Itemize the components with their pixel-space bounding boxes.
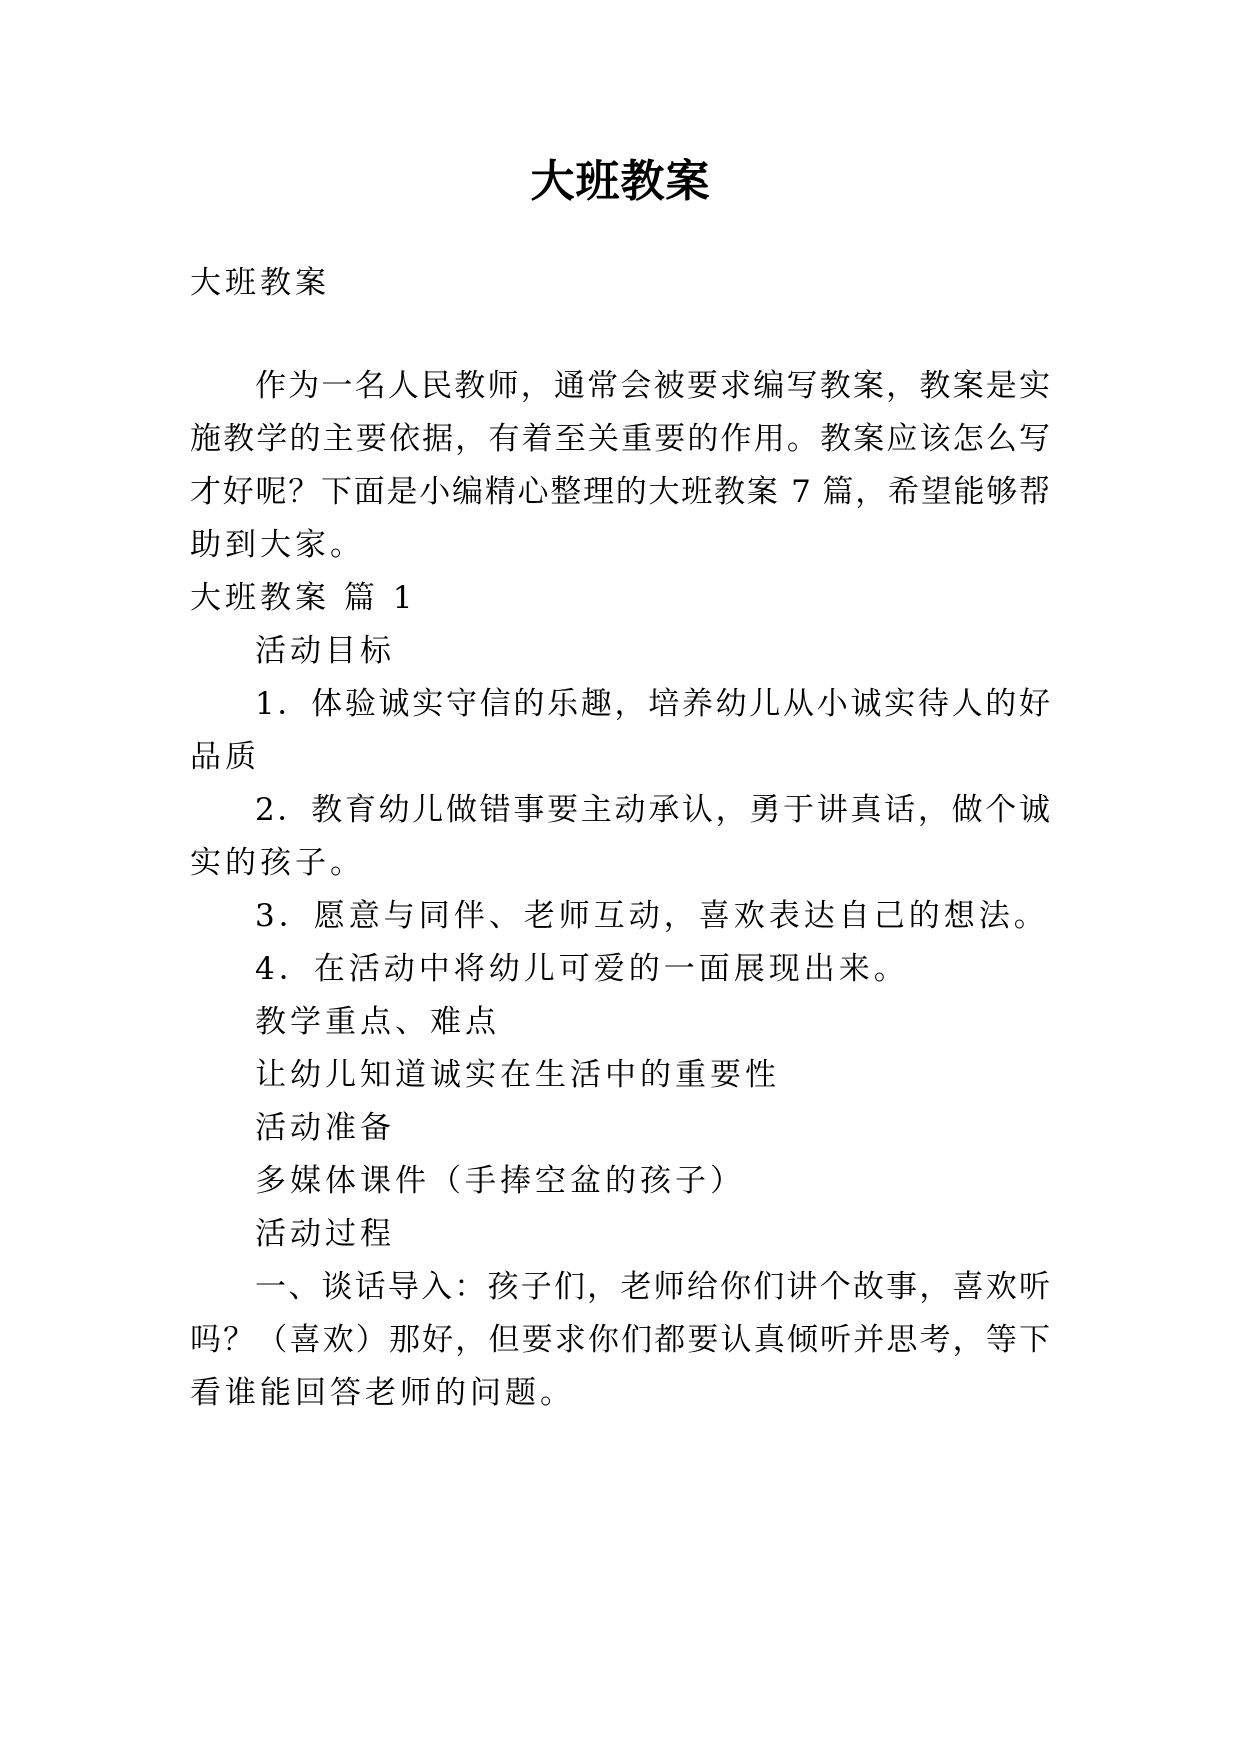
goal-4: 4．在活动中将幼儿可爱的一面展现出来。	[255, 951, 909, 987]
goal-3: 3．愿意与同伴、老师互动，喜欢表达自己的想法。	[255, 898, 1049, 934]
process-1-line-1: 一、谈话导入：孩子们，老师给你们讲个故事，喜欢听	[255, 1269, 1050, 1305]
process-heading: 活动过程	[255, 1216, 395, 1252]
intro-line-1: 作为一名人民教师，通常会被要求编写教案，教案是实	[255, 368, 1050, 404]
subtitle: 大班教案	[190, 265, 330, 301]
intro-line-4: 助到大家。	[190, 527, 365, 563]
intro-line-2: 施教学的主要依据，有着至关重要的作用。教案应该怎么写	[190, 421, 1050, 457]
goal-1-line-2: 品质	[190, 739, 260, 775]
section-heading: 大班教案 篇 1	[190, 580, 417, 616]
prep-heading: 活动准备	[255, 1110, 395, 1146]
goals-heading: 活动目标	[255, 633, 395, 669]
goal-2-line-1: 2．教育幼儿做错事要主动承认，勇于讲真话，做个诚	[255, 792, 1050, 828]
prep-text: 多媒体课件（手捧空盆的孩子）	[255, 1163, 745, 1199]
intro-line-3: 才好呢？下面是小编精心整理的大班教案 7 篇，希望能够帮	[190, 474, 1050, 510]
document-title: 大班教案	[530, 156, 711, 207]
goal-2-line-2: 实的孩子。	[190, 845, 365, 881]
key-points-text: 让幼儿知道诚实在生活中的重要性	[255, 1057, 780, 1093]
goal-1-line-1: 1．体验诚实守信的乐趣，培养幼儿从小诚实待人的好	[255, 686, 1050, 722]
process-1-line-3: 看谁能回答老师的问题。	[190, 1375, 575, 1411]
process-1-line-2: 吗？（喜欢）那好，但要求你们都要认真倾听并思考，等下	[190, 1322, 1050, 1358]
key-points-heading: 教学重点、难点	[255, 1004, 500, 1040]
